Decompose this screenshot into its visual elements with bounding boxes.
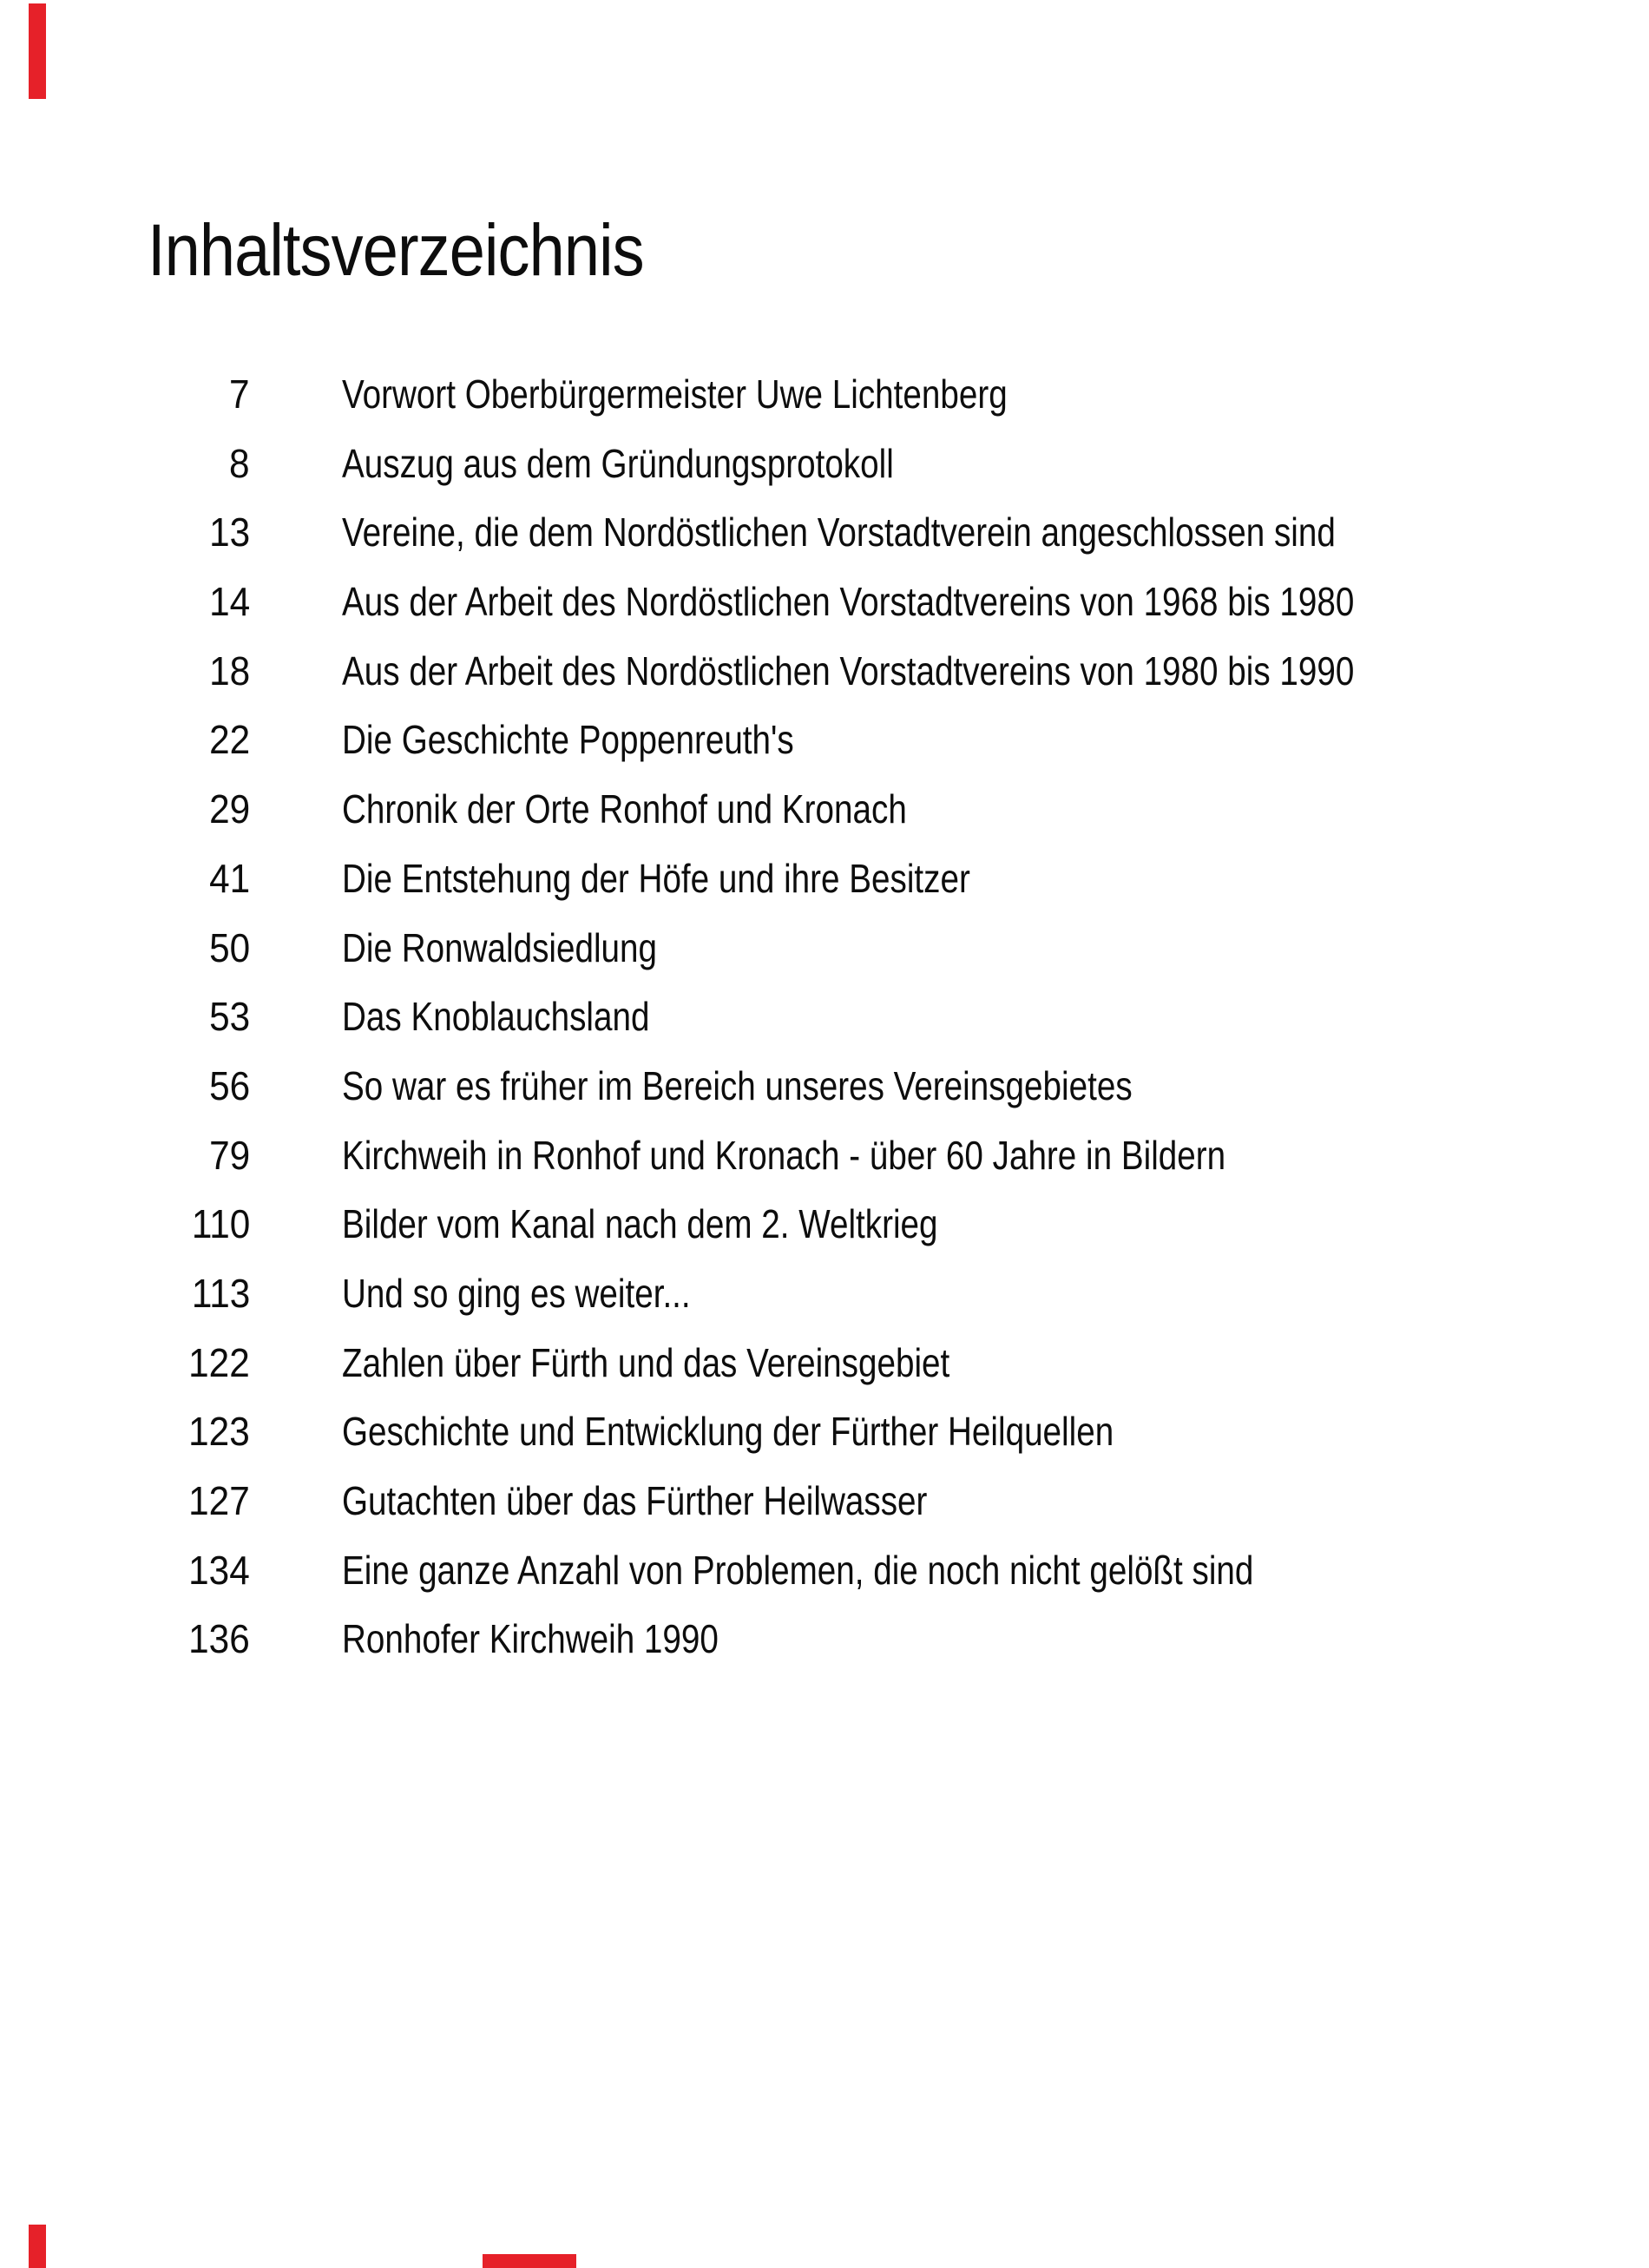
toc-entry xyxy=(0,371,1649,441)
toc-entry xyxy=(0,579,1649,648)
toc-page-number-cell xyxy=(0,1271,250,1317)
toc-entry xyxy=(0,1063,1649,1133)
toc-entry xyxy=(0,1616,1649,1686)
toc-title-cell xyxy=(342,786,1015,832)
toc-title-cell xyxy=(342,441,999,487)
toc-title-cell xyxy=(342,1340,1066,1386)
toc-page-number-cell xyxy=(0,1548,250,1594)
toc-entry xyxy=(0,441,1649,510)
toc-title-cell xyxy=(342,1063,1283,1109)
toc-entry xyxy=(0,1201,1649,1271)
toc-title-cell xyxy=(342,994,708,1040)
toc-entry xyxy=(0,786,1649,856)
toc-page-number-cell xyxy=(0,994,250,1040)
red-scan-mark-top-left xyxy=(29,3,46,99)
toc-entry xyxy=(0,1271,1649,1340)
toc-entry-title: Chronik der Orte Ronhof und Kronach xyxy=(342,786,907,832)
toc-page-number: 41 xyxy=(208,855,250,901)
toc-page-number-cell xyxy=(0,1409,250,1455)
toc-title-cell xyxy=(342,1478,1039,1524)
toc-entry-title: So war es früher im Bereich unseres Vereinsgebietes xyxy=(342,1062,1133,1108)
toc-entry-title: Bilder vom Kanal nach dem 2. Weltkrieg xyxy=(342,1201,938,1247)
toc-page-number-cell xyxy=(0,786,250,832)
toc-page-number-cell xyxy=(0,856,250,902)
toc-page-number-cell xyxy=(0,1616,250,1662)
toc-page-number-cell xyxy=(0,1133,250,1179)
toc-entry-title: Das Knoblauchsland xyxy=(342,994,650,1040)
toc-entry-title: Die Ronwaldsiedlung xyxy=(342,924,658,970)
toc-page-number: 22 xyxy=(208,717,250,763)
toc-page-number-cell xyxy=(0,717,250,763)
toc-page-number-cell xyxy=(0,1478,250,1524)
toc-page-number: 56 xyxy=(208,1062,250,1108)
toc-page-number: 110 xyxy=(191,1201,250,1247)
toc-entry xyxy=(0,994,1649,1063)
toc-page-number-cell xyxy=(0,1340,250,1386)
toc-page-number: 122 xyxy=(188,1339,250,1385)
toc-page-number: 53 xyxy=(208,994,250,1040)
toc-entry-title: Auszug aus dem Gründungsprotokoll xyxy=(342,440,894,486)
toc-page-number: 50 xyxy=(208,924,250,970)
toc-page-number-cell xyxy=(0,371,250,417)
toc-page-number: 18 xyxy=(208,648,250,694)
toc-page-number: 123 xyxy=(188,1409,250,1455)
toc-page-number-cell xyxy=(0,925,250,971)
toc-entry xyxy=(0,648,1649,718)
toc-entry-title: Aus der Arbeit des Nordöstlichen Vorstadtvereins von 1980 bis 1990 xyxy=(342,648,1355,694)
toc-page-number: 14 xyxy=(208,579,250,625)
toc-entry-title: Gutachten über das Fürther Heilwasser xyxy=(342,1478,928,1523)
toc-title-cell xyxy=(342,1201,1051,1247)
red-scan-mark-bottom-left xyxy=(29,2225,46,2268)
toc-entry xyxy=(0,717,1649,786)
toc-entry xyxy=(0,856,1649,925)
toc-title-cell xyxy=(342,579,1547,625)
toc-title-cell xyxy=(342,1548,1427,1594)
toc-page-number: 136 xyxy=(188,1616,250,1662)
toc-entry-title: Die Entstehung der Höfe und ihre Besitzer xyxy=(342,855,970,901)
toc-page-number: 113 xyxy=(191,1270,250,1316)
toc-title-cell xyxy=(342,856,1090,902)
toc-title-cell xyxy=(342,1409,1261,1455)
toc-entry-title: Vorwort Oberbürgermeister Uwe Lichtenberg xyxy=(342,371,1008,417)
table-of-contents xyxy=(0,371,1649,1686)
toc-entry xyxy=(0,925,1649,995)
toc-page-number: 134 xyxy=(188,1547,250,1593)
toc-entry xyxy=(0,1478,1649,1548)
toc-title-cell xyxy=(342,717,880,763)
toc-entry xyxy=(0,1548,1649,1617)
toc-page-number-cell xyxy=(0,579,250,625)
toc-title-cell xyxy=(342,648,1547,694)
toc-entry xyxy=(0,1133,1649,1202)
toc-entry-title: Vereine, die dem Nordöstlichen Vorstadtverein angeschlossen sind xyxy=(342,509,1336,555)
toc-title-cell xyxy=(342,925,717,971)
toc-title-cell xyxy=(342,1133,1394,1179)
page-title: Inhaltsverzeichnis xyxy=(148,209,644,291)
toc-entry-title: Ronhofer Kirchweih 1990 xyxy=(342,1616,719,1662)
toc-entry xyxy=(0,1340,1649,1410)
toc-entry-title: Kirchweih in Ronhof und Kronach - über 60 Jahre in Bildern xyxy=(342,1132,1226,1178)
toc-entry-title: Und so ging es weiter... xyxy=(342,1270,691,1316)
red-scan-mark-bottom-center xyxy=(483,2254,576,2268)
toc-entry-title: Zahlen über Fürth und das Vereinsgebiet xyxy=(342,1339,950,1385)
toc-entry xyxy=(0,509,1649,579)
toc-entry-title: Geschichte und Entwicklung der Fürther Heilquellen xyxy=(342,1409,1114,1455)
toc-page-number: 7 xyxy=(229,371,250,417)
toc-entry-title: Die Geschichte Poppenreuth's xyxy=(342,717,794,763)
toc-page-number-cell xyxy=(0,1201,250,1247)
toc-title-cell xyxy=(342,1271,757,1317)
toc-title-cell xyxy=(342,509,1525,555)
toc-page-number-cell xyxy=(0,648,250,694)
toc-entry xyxy=(0,1409,1649,1478)
toc-page-number-cell xyxy=(0,1063,250,1109)
toc-page-number-cell xyxy=(0,509,250,555)
toc-title-cell xyxy=(342,1616,791,1662)
toc-page-number: 79 xyxy=(208,1132,250,1178)
toc-page-number: 8 xyxy=(229,440,250,486)
toc-page-number: 127 xyxy=(188,1478,250,1523)
toc-entry-title: Aus der Arbeit des Nordöstlichen Vorstadtvereins von 1968 bis 1980 xyxy=(342,579,1355,625)
toc-entry-title: Eine ganze Anzahl von Problemen, die noch nicht gelößt sind xyxy=(342,1547,1254,1593)
toc-page-number: 29 xyxy=(208,786,250,832)
toc-page-number: 13 xyxy=(208,509,250,555)
toc-page-number-cell xyxy=(0,441,250,487)
toc-title-cell xyxy=(342,371,1134,417)
